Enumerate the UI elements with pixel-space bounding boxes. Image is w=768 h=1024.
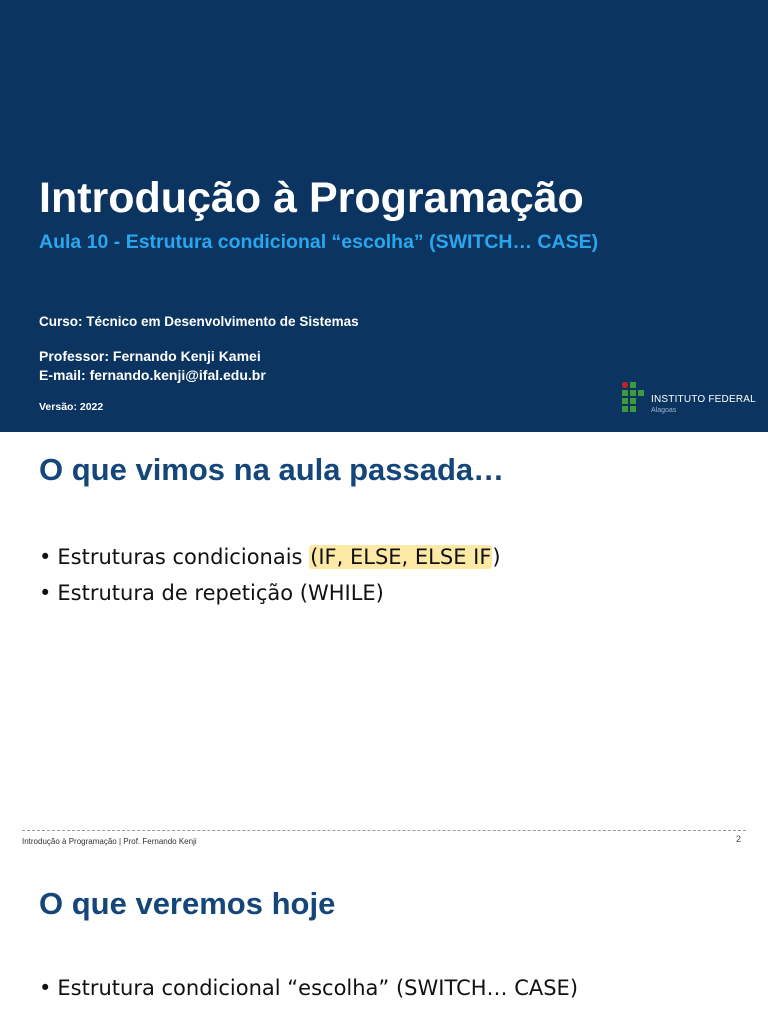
bullet-dot: •	[39, 581, 52, 605]
recap-slide	[0, 432, 768, 864]
bullet-dot: •	[39, 545, 52, 569]
bullet-text: Estrutura condicional “escolha” (SWITCH… CASE)	[57, 976, 579, 1000]
professor-info: Professor: Fernando Kenji Kamei	[39, 348, 261, 364]
page-number: 2	[736, 834, 742, 844]
email-info: E-mail: fernando.kenji@ifal.edu.br	[39, 367, 266, 383]
logo-grid-icon	[622, 382, 646, 414]
title-slide	[0, 0, 768, 432]
slide-heading: O que vimos na aula passada…	[39, 452, 505, 487]
lesson-subtitle: Aula 10 - Estrutura condicional “escolha” (SWITCH… CASE)	[39, 231, 599, 253]
presentation-title: Introdução à Programação	[39, 174, 584, 222]
logo-name: INSTITUTO FEDERAL	[651, 394, 756, 405]
bullet-text: Estrutura de repetição (WHILE)	[57, 581, 384, 605]
today-slide	[0, 864, 768, 1024]
version-info: Versão: 2022	[39, 401, 104, 413]
slide-footer: Introdução à Programação | Prof. Fernando Kenji	[22, 837, 197, 846]
bullet-item	[39, 545, 501, 569]
bullet-item	[39, 581, 384, 605]
bullet-dot: •	[39, 976, 52, 1000]
slide-heading: O que veremos hoje	[39, 886, 336, 921]
bullet-text: Estruturas condicionais	[57, 545, 310, 569]
course-info: Curso: Técnico em Desenvolvimento de Sistemas	[39, 314, 359, 329]
bullet-item	[39, 976, 578, 1000]
footer-divider	[22, 830, 746, 831]
instituto-federal-logo	[622, 381, 756, 417]
bullet-suffix: )	[492, 545, 501, 569]
logo-campus: Alagoas	[651, 407, 677, 414]
highlighted-text: (IF, ELSE, ELSE IF	[310, 545, 492, 569]
